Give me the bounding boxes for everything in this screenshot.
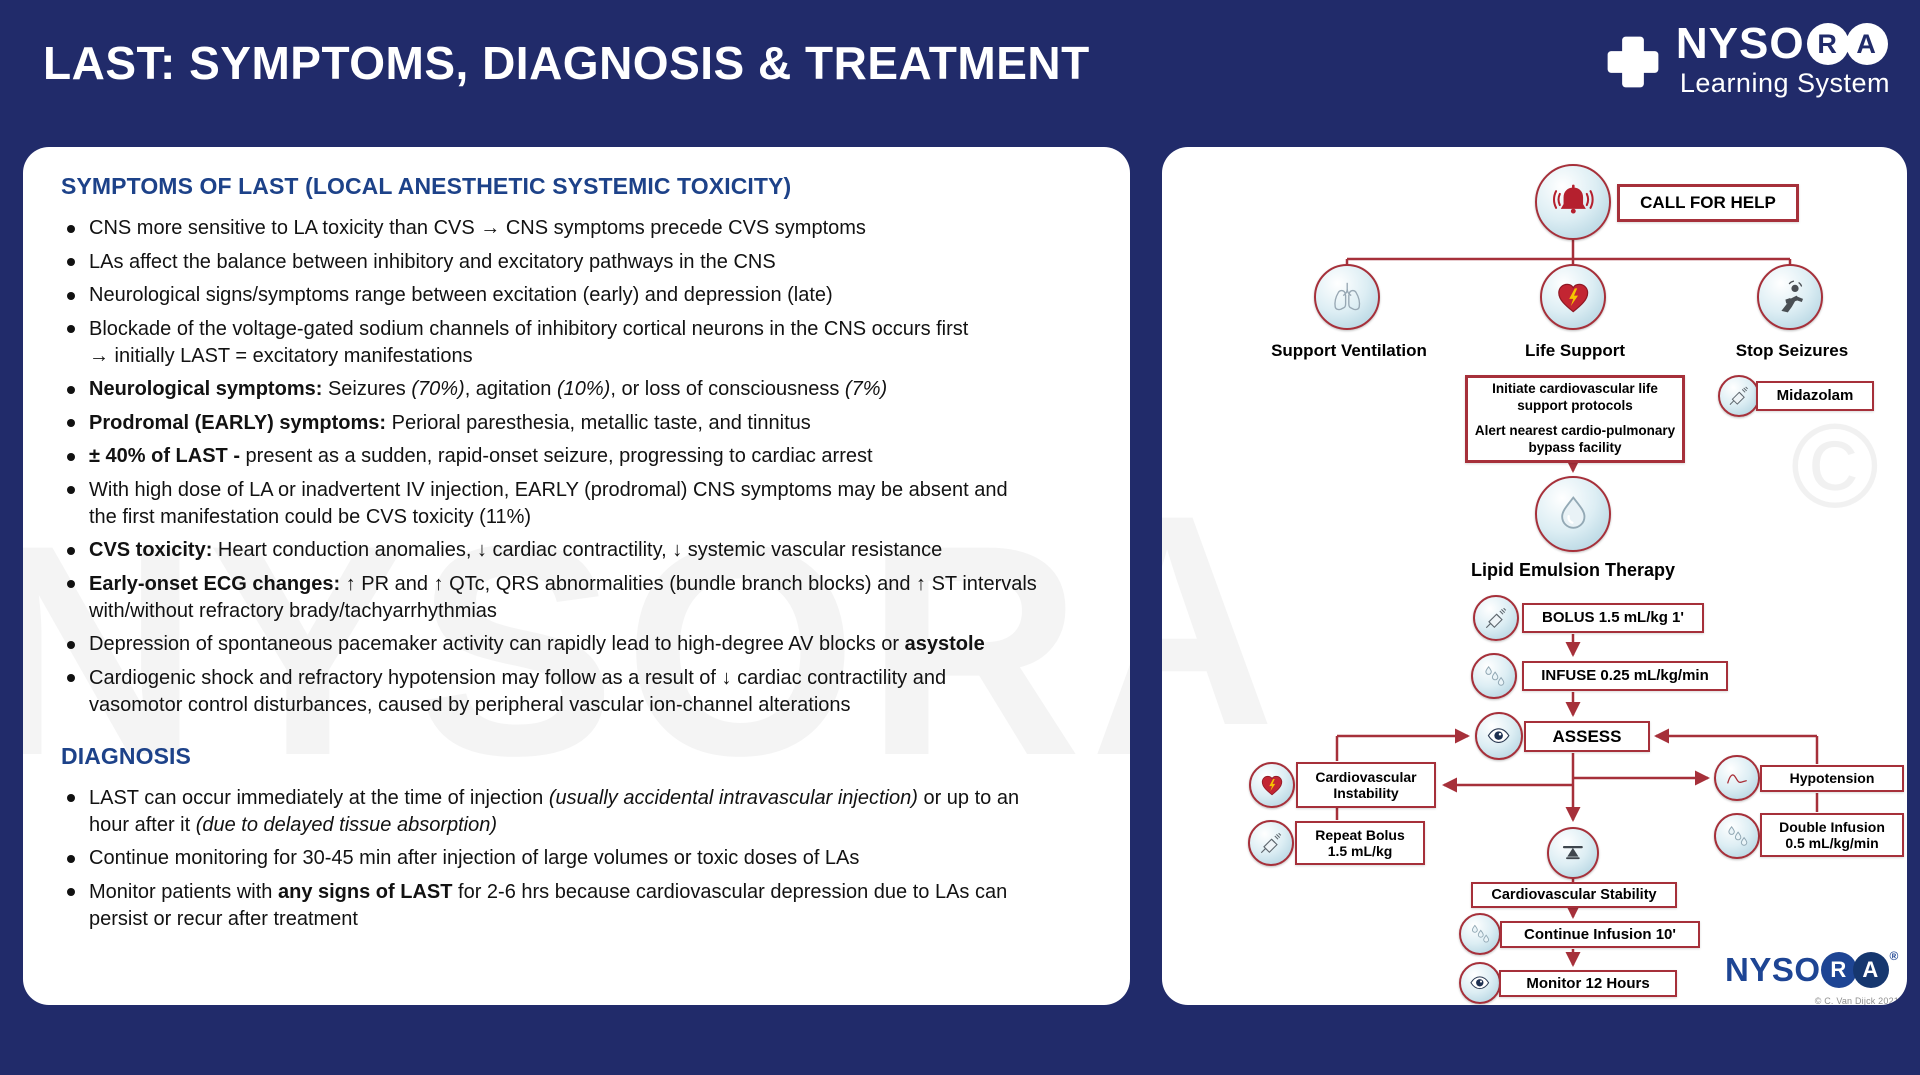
bullet-item: LAST can occur immediately at the time of injection (usually accidental intravascular injection) or up to an hour after it (due to delayed tissue absorption) xyxy=(61,785,1094,839)
bullet-item: Early-onset ECG changes: ↑ PR and ↑ QTc, QRS abnormalities (bundle branch blocks) and ↑ ST intervals with/without refractory brady/tachyarrhythmias xyxy=(61,571,1094,625)
nysora-brand-logo xyxy=(1604,19,1890,98)
flow-assess-circle xyxy=(1475,712,1523,760)
flow-lipid-emulsion-label: Lipid Emulsion Therapy xyxy=(1470,560,1676,580)
treatment-flowchart-panel xyxy=(1162,147,1907,1005)
flow-box-line: Alert nearest cardio-pulmonary bypass facility xyxy=(1474,423,1676,455)
flow-double-infusion-circle xyxy=(1714,813,1760,859)
bullet-item: Prodromal (EARLY) symptoms: Perioral paresthesia, metallic taste, and tinnitus xyxy=(61,410,1094,437)
flow-repeat-bolus xyxy=(1295,821,1425,865)
flow-cv-instability xyxy=(1296,762,1436,808)
flow-monitor-circle xyxy=(1459,962,1501,1004)
flow-box-line: Double Infusion xyxy=(1779,818,1885,835)
brand-letter-a: A xyxy=(1846,23,1888,65)
diagnosis-heading: DIAGNOSIS xyxy=(61,742,191,769)
bullet-item: LAs affect the balance between inhibitory and excitatory pathways in the CNS xyxy=(61,249,1094,276)
flow-stop-seizures-label: Stop Seizures xyxy=(1735,341,1849,360)
flow-continue-infusion-circle xyxy=(1459,913,1501,955)
page-title: LAST: SYMPTOMS, DIAGNOSIS & TREATMENT xyxy=(43,37,1090,89)
flow-monitor xyxy=(1499,970,1677,997)
plus-logo-icon xyxy=(1604,33,1662,91)
footer-logo-prefix: NYSO xyxy=(1725,951,1821,988)
flow-infuse xyxy=(1522,661,1728,691)
registered-mark: ® xyxy=(1889,949,1899,963)
flow-double-infusion xyxy=(1760,813,1904,857)
flow-call-for-help xyxy=(1617,184,1799,222)
flow-box-line: Monitor 12 Hours xyxy=(1526,974,1650,992)
flow-box-line: Initiate cardiovascular life support protocols xyxy=(1492,381,1658,414)
flow-alarm-bell xyxy=(1535,164,1611,240)
brand-letter-r: R xyxy=(1807,23,1849,65)
flow-box-line: Cardiovascular xyxy=(1315,768,1417,785)
footer-logo-letter-r: R xyxy=(1821,952,1857,988)
flow-bolus-circle xyxy=(1473,595,1519,641)
flow-support-ventilation-label: Support Ventilation xyxy=(1271,341,1427,360)
footer-logo-letter-a: A xyxy=(1853,952,1889,988)
copyright-text: © C. Van Dijck 2021 xyxy=(1814,996,1899,1005)
flow-assess xyxy=(1524,721,1650,752)
bullet-item: Neurological signs/symptoms range between excitation (early) and depression (late) xyxy=(61,282,1094,309)
brand-name-prefix: NYSO xyxy=(1675,19,1805,68)
flow-support-ventilation-circle xyxy=(1314,264,1380,330)
flow-lipid-drop-circle xyxy=(1535,476,1611,552)
flow-box-line: Cardiovascular Stability xyxy=(1491,886,1657,903)
flow-box-line: Repeat Bolus xyxy=(1315,826,1405,843)
symptoms-heading: SYMPTOMS OF LAST (LOCAL ANESTHETIC SYSTEMIC TOXICITY) xyxy=(61,173,792,199)
flow-box-line: INFUSE 0.25 mL/kg/min xyxy=(1541,667,1709,685)
nysora-footer-logo xyxy=(1725,951,1899,989)
flow-box-line: Continue Infusion 10' xyxy=(1524,925,1676,943)
bullet-item: ± 40% of LAST - present as a sudden, rapid-onset seizure, progressing to cardiac arrest xyxy=(61,443,1094,470)
bullet-item: Blockade of the voltage-gated sodium channels of inhibitory cortical neurons in the CNS occurs first → initially LAST = excitatory manifestations xyxy=(61,316,1094,370)
watermark-copyright-icon: © xyxy=(1790,399,1879,533)
flow-life-support-label: Life Support xyxy=(1524,341,1626,360)
flow-box-line: Hypotension xyxy=(1789,770,1875,787)
diagnosis-list xyxy=(61,785,1094,933)
brand-subtitle: Learning System xyxy=(1679,68,1890,98)
flowchart-nodes xyxy=(1162,147,1907,1005)
flow-life-support-protocol xyxy=(1465,375,1685,463)
bullet-item: CVS toxicity: Heart conduction anomalies, ↓ cardiac contractility, ↓ systemic vascular resistance xyxy=(61,537,1094,564)
flow-life-support-circle xyxy=(1540,264,1606,330)
flow-bolus xyxy=(1522,603,1704,633)
symptoms-list xyxy=(61,215,1094,719)
bullet-item: Depression of spontaneous pacemaker activity can rapidly lead to high-degree AV blocks or asystole xyxy=(61,631,1094,658)
bullet-item: Neurological symptoms: Seizures (70%), agitation (10%), or loss of consciousness (7%) xyxy=(61,376,1094,403)
flow-hypotension-circle xyxy=(1714,755,1760,801)
flow-box-line: Midazolam xyxy=(1776,387,1854,405)
symptoms-diagnosis-panel xyxy=(23,147,1130,1005)
bullet-item: CNS more sensitive to LA toxicity than CVS → CNS symptoms precede CVS symptoms xyxy=(61,215,1094,242)
flow-box-line: Instability xyxy=(1333,785,1399,801)
flow-balance-circle xyxy=(1547,827,1599,879)
flow-cv-instability-circle xyxy=(1249,762,1295,808)
flow-infuse-circle xyxy=(1471,653,1517,699)
flow-stop-seizures-circle xyxy=(1757,264,1823,330)
bullet-item: With high dose of LA or inadvertent IV injection, EARLY (prodromal) CNS symptoms may be absent and the first manifestation could be CVS toxicity (11%) xyxy=(61,477,1094,531)
brand-text xyxy=(1675,19,1890,98)
bullet-item: Cardiogenic shock and refractory hypotension may follow as a result of ↓ cardiac contractility and vasomotor control disturbances, caused by peripheral vascular ion-channel alterations xyxy=(61,665,1094,719)
flow-midazolam xyxy=(1756,381,1874,411)
flow-cv-stability xyxy=(1471,882,1677,908)
bullet-item: Monitor patients with any signs of LAST for 2-6 hrs because cardiovascular depression due to LAs can persist or recur after treatment xyxy=(61,879,1094,933)
flow-box-line: BOLUS 1.5 mL/kg 1' xyxy=(1542,609,1684,627)
flow-box-line: 0.5 mL/kg/min xyxy=(1785,835,1879,851)
flow-midazolam-circle xyxy=(1718,375,1760,417)
bullet-item: Continue monitoring for 30-45 min after injection of large volumes or toxic doses of LAs xyxy=(61,845,1094,872)
flow-repeat-bolus-circle xyxy=(1248,820,1294,866)
flow-hypotension xyxy=(1760,765,1904,792)
flow-box-line: 1.5 mL/kg xyxy=(1327,843,1393,859)
flow-continue-infusion xyxy=(1500,921,1700,948)
flow-box-line: CALL FOR HELP xyxy=(1640,193,1776,213)
flow-box-line: ASSESS xyxy=(1552,726,1622,746)
